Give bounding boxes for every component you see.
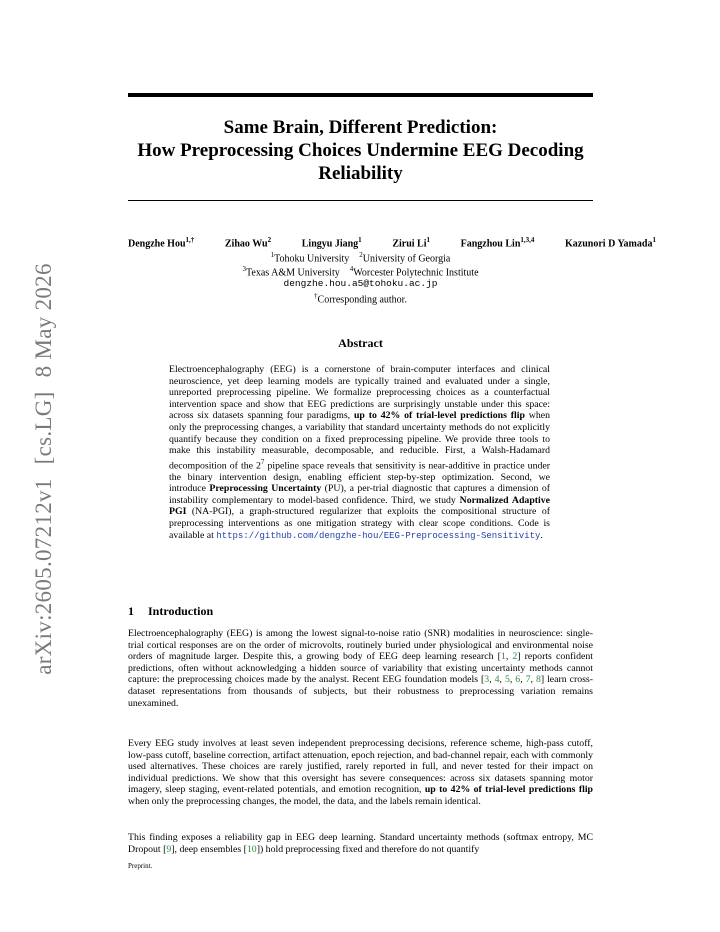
citation-link[interactable]: 2: [512, 651, 518, 663]
author-name: Lingyu Jiang: [301, 238, 359, 250]
author-email: dengzhe.hou.a5@tohoku.ac.jp: [283, 278, 438, 289]
abstract-bold: Preprocessing Uncertainty: [209, 483, 322, 495]
author-affil-sup: 2: [267, 236, 272, 244]
title-line: Same Brain, Different Prediction:: [223, 117, 498, 138]
title-line: Reliability: [318, 163, 403, 184]
arxiv-id: arXiv:2605.07212v1: [31, 478, 56, 675]
body-text: ,: [505, 651, 513, 663]
corresponding-note: [128, 290, 593, 306]
citation-link[interactable]: 3: [484, 674, 490, 686]
citation-link[interactable]: 4: [494, 674, 500, 686]
arxiv-date: 8 May 2026: [31, 263, 56, 378]
citation-link[interactable]: 1: [500, 651, 506, 663]
intro-paragraph-3: [128, 832, 593, 855]
citation-link[interactable]: 8: [535, 674, 541, 686]
abstract-heading: Abstract: [338, 336, 383, 350]
abstract-text: .: [540, 529, 543, 541]
author-name: Zihao Wu: [224, 238, 268, 250]
affiliation: Tohoku University: [274, 253, 350, 265]
author: [128, 236, 194, 249]
author-affil-sup: 1,†: [185, 236, 195, 244]
body-text: ]) hold preprocessing fixed and therefore do not quantify: [256, 843, 480, 855]
body-text: ], deep ensembles [: [171, 843, 247, 855]
affil-sup: 2: [359, 251, 363, 259]
abstract-text: (NA-PGI), a graph-structured regularizer that exploits the compositional structure of preprocessing interventions as one mitigation strategy with clear scope conditions. Code is available at: [169, 506, 550, 541]
author: [461, 236, 535, 249]
author-affil-sup: 1: [652, 236, 656, 244]
body-text: This finding exposes a reliability gap in EEG deep learning. Standard uncertainty methods (softmax entropy, MC Dropout [: [128, 832, 593, 855]
code-link[interactable]: https://github.com/dengzhe-hou/EEG-Preprocessing-Sensitivity: [216, 530, 541, 541]
author-affil-sup: 1: [426, 236, 430, 244]
author-name: Kazunori D Yamada: [565, 238, 653, 250]
arxiv-category: [cs.LG]: [31, 391, 56, 465]
author-name: Zirui Li: [392, 238, 427, 250]
abstract-text: Electroencephalography (EEG) is a cornerstone of brain-computer interfaces and clinical neuroscience, yet deep learning models are typically trained and evaluated under a single, unreported preprocessing pipeline. We formalize preprocessing choices as a counterfactual intervention space and show that EEG predictions are surprisingly unstable under this space: across six datasets spanning four paradigms,: [169, 364, 550, 422]
author-affil-sup: 1: [358, 236, 362, 244]
abstract-text: when only the preprocessing changes, a variability that standard uncertainty methods do not explicitly quantify because they condition on a fixed preprocessing pipeline. We provide three tools to make this instability measurable, decomposable, and reducible. First, a Walsh-Hadamard decomposition of the 2: [169, 410, 550, 472]
body-text: Every EEG study involves at least seven independent preprocessing decisions, reference scheme, high-pass cutoff, low-pass cutoff, baseline correction, artifact attenuation, epoch rejection, and bad-channel repair, each with commonly used alternatives. These choices are rarely justified, rarely reported in full, and never tested for their impact on individual predictions. We show that this oversight has severe consequences: across six datasets spanning motor imagery, sleep staging, event-related potentials, and emotion recognition,: [128, 738, 593, 796]
arxiv-stamp: [31, 249, 57, 675]
abstract-body: [169, 364, 550, 542]
body-text: ] learn cross-dataset representations from thousands of subjects, but their robustness to preprocessing variation remains unexamined.: [128, 674, 594, 709]
affiliation: University of Georgia: [362, 253, 451, 265]
section-number: 1: [128, 604, 134, 618]
title-rule-top: [128, 93, 593, 97]
affiliation: Worcester Polytechnic Institute: [353, 267, 479, 279]
title-line: How Preprocessing Choices Undermine EEG Decoding: [137, 140, 584, 161]
affiliation: Texas A&M University: [245, 267, 340, 279]
abstract-text: pipeline space reveals that sensitivity is near-additive in practice under the binary intervention design, enabling efficient step-by-step optimization. Second, we introduce: [169, 460, 550, 495]
intro-paragraph-1: Electroencephalography (EEG) is among the lowest signal-to-noise ratio (SNR) modalities in neuroscience: single-trial cortical responses are on the order of microvolts, routinely buried under physiological and environmental noise orders of magnitude larger. Despite this, a growing body of EEG deep learning research [1, 2] reports confident predictions, often without acknowledging a hidden source of variability that existing uncertainty methods cannot capture: the preprocessing choices made by the analyst. Recent EEG foundation models [3, 4, 5, 6, 7, 8] learn cross-dataset representations from thousands of subjects, but their robustness to preprocessing variation remains unexamined.: [128, 628, 594, 709]
abstract-sup: 7: [260, 457, 265, 466]
citation-link[interactable]: 9: [166, 843, 172, 855]
abstract-bold: up to 42% of trial-level predictions flip: [353, 410, 525, 422]
author-name: Fangzhou Lin: [460, 238, 521, 250]
paper-title: [128, 116, 593, 185]
footnote: Preprint.: [128, 862, 153, 870]
section-heading: [128, 604, 593, 619]
body-bold: up to 42% of trial-level predictions flip: [424, 784, 593, 796]
affil-sup: 3: [242, 265, 246, 273]
citation-link[interactable]: 5: [504, 674, 510, 686]
body-text: when only the preprocessing changes, the model, the data, and the labels remain identical.: [128, 795, 481, 807]
body-text: Electroencephalography (EEG) is among the lowest signal-to-noise ratio (SNR) modalities in neuroscience: single-trial cortical responses are on the order of microvolts, routinely buried under physiological and environmental noise orders of magnitude larger. Despite this, a growing body of EEG deep learning research [: [128, 628, 593, 663]
citation-link[interactable]: 7: [525, 674, 531, 686]
title-rule-bottom: [128, 200, 593, 201]
author: [392, 236, 430, 249]
abstract-text: (PU), a per-trial diagnostic that captures a dimension of instability complementary to model-based confidence. Third, we study: [169, 483, 550, 506]
citation-link[interactable]: 6: [515, 674, 521, 686]
affil-sup: 1: [270, 251, 275, 259]
corresponding-text: Corresponding author.: [317, 294, 407, 306]
author-list: [128, 236, 656, 249]
affil-sup: 4: [349, 265, 354, 273]
intro-paragraph-2: [128, 738, 593, 808]
corr-sup: †: [314, 292, 318, 300]
abstract-bold: Normalized Adaptive PGI: [169, 494, 550, 518]
author: [225, 236, 271, 249]
section-title: Introduction: [148, 604, 214, 618]
body-text: ] reports confident predictions, often without acknowledging a hidden source of variability that existing uncertainty methods cannot capture: the preprocessing choices made by the analyst. Recent EEG foundation models [: [128, 651, 593, 686]
citation-link[interactable]: 10: [246, 843, 257, 855]
author: [565, 236, 656, 249]
author: [302, 236, 362, 249]
author-name: Dengzhe Hou: [128, 238, 186, 250]
author-affil-sup: 1,3,4: [520, 236, 535, 244]
